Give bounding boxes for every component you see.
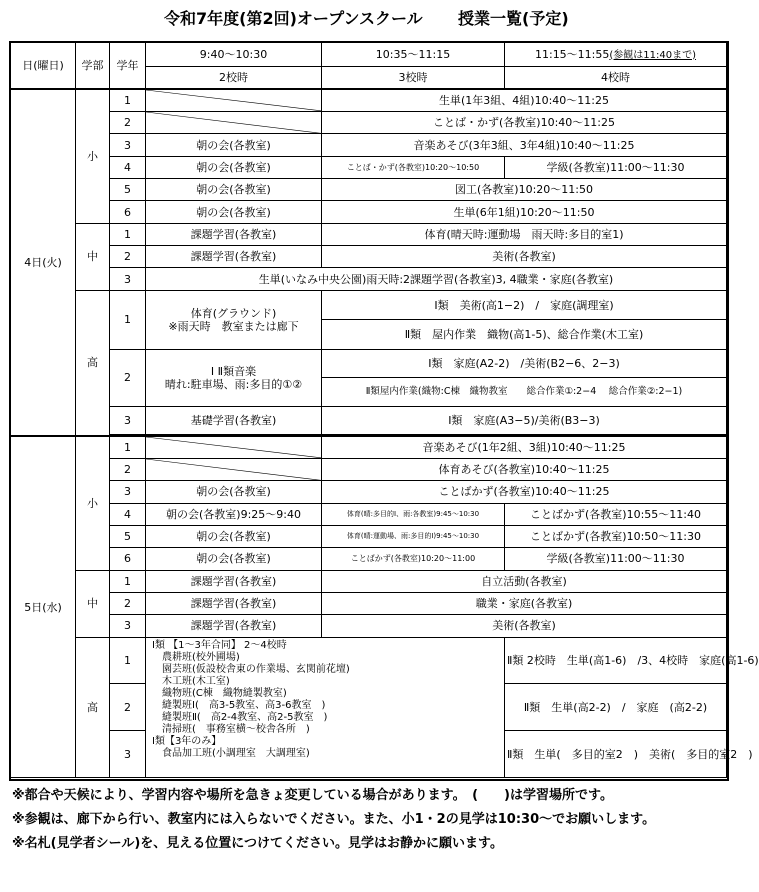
empty-slot-diagonal [146,458,322,480]
grade-cell: 5 [110,179,146,201]
table-row [11,268,727,290]
class-cell: 課題学習(各教室) [146,570,322,592]
table-row [11,570,727,592]
class-line: ※雨天時 教室または廊下 [168,319,299,333]
class-cell: Ⅱ類 生単(高2-2) / 家庭 (高2-2) [505,684,727,731]
grade-cell: 2 [110,458,146,480]
table-row [11,592,727,614]
day2-chu-label: 中 [76,570,110,637]
class-cell: ことば・かず(各教室)10:20〜10:50 [322,156,505,178]
table-row [11,548,727,570]
class-cell: ことばかず(各教室)10:50〜11:30 [505,525,727,547]
class-cell: 美術(各教室) [322,246,727,268]
header-dept: 学部 [76,43,110,90]
note-line: ※名札(見学者シール)を、見える位置につけてください。見学はお静かに願います。 [12,836,503,851]
table-row [11,156,727,178]
table-row [11,349,727,377]
header-p3-label: 3校時 [322,67,505,89]
class-cell [146,290,322,349]
class-cell: 音楽あそび(1年2組、3組)10:40〜11:25 [322,436,727,458]
table-row [11,458,727,480]
grade-cell: 6 [110,201,146,223]
header-day: 日(曜日) [11,43,76,90]
list-item: Ⅰ類【3年のみ】 [152,735,222,747]
class-cell: 課題学習(各教室) [146,246,322,268]
class-cell: 朝の会(各教室) [146,201,322,223]
class-cell: 課題学習(各教室) [146,223,322,245]
class-cell: 体育(晴:多目的Ⅰ、雨:各教室)9:45〜10:30 [322,503,505,525]
empty-slot-diagonal [146,112,322,134]
class-cell: 朝の会(各教室) [146,156,322,178]
grade-cell: 2 [110,592,146,614]
table-row [11,503,727,525]
grade-cell: 3 [110,268,146,290]
grade-cell: 3 [110,481,146,503]
table-row [11,134,727,156]
grade-cell: 3 [110,406,146,434]
class-cell: 学級(各教室)11:00〜11:30 [505,548,727,570]
grade-cell: 3 [110,134,146,156]
task-group-list [146,637,505,777]
empty-slot-diagonal [146,89,322,111]
class-cell: Ⅰ類 家庭(A2-2) /美術(B2−6、2−3) [322,349,727,377]
class-cell: 生単(いなみ中央公園)雨天時:2課題学習(各教室)3, 4職業・家庭(各教室) [146,268,727,290]
table-row [11,525,727,547]
header-p4-time [505,43,727,67]
header-row [11,43,727,67]
class-cell: Ⅰ類 美術(高1−2) / 家庭(調理室) [322,290,727,319]
list-item: 縫製班Ⅱ( 高2-4教室、高2-5教室 ) [152,711,328,723]
header-grade: 学年 [110,43,146,90]
p4-time: 11:15〜11:55 [534,47,610,61]
list-item: 織物班(C棟 織物縫製教室) [152,687,287,699]
class-cell: 課題学習(各教室) [146,615,322,637]
class-cell: 朝の会(各教室) [146,548,322,570]
day1-chu-label: 中 [76,223,110,290]
class-cell: 音楽あそび(3年3組、3年4組)10:40〜11:25 [322,134,727,156]
header-p2-label: 2校時 [146,67,322,89]
header-p2-time: 9:40〜10:30 [146,43,322,67]
list-item: 清掃班( 事務室横〜校舎各所 ) [152,723,310,735]
class-cell: Ⅰ類 家庭(A3−5)/美術(B3−3) [322,406,727,434]
list-item: 縫製班Ⅰ( 高3-5教室、高3-6教室 ) [152,699,326,711]
grade-cell: 3 [110,615,146,637]
list-item: 食品加工班(小調理室 大調理室) [152,747,310,759]
table-row [11,223,727,245]
day1-label: 4日(火) [11,89,76,436]
grade-cell: 2 [110,684,146,731]
table-row [11,246,727,268]
note-line: ※都合や天候により、学習内容や場所を急きょ変更している場合があります。 ( )は学習場所です。 [12,788,613,803]
class-line: 晴れ:駐車場、雨:多目的①② [164,377,303,391]
class-cell: 朝の会(各教室) [146,179,322,201]
day2-sho-label: 小 [76,436,110,570]
p4-note: (参観は11:40まで) [609,49,697,61]
class-cell: 自立活動(各教室) [322,570,727,592]
table-row [11,615,727,637]
class-cell: Ⅱ類 2校時 生単(高1-6) /3、4校時 家庭(高1-6) [505,637,727,684]
class-cell: 課題学習(各教室) [146,592,322,614]
class-cell: 図工(各教室)10:20〜11:50 [322,179,727,201]
grade-cell: 2 [110,112,146,134]
class-cell: ことばかず(各教室)10:20〜11:00 [322,548,505,570]
header-p3-time: 10:35〜11:15 [322,43,505,67]
list-item: Ⅰ類 【1〜3年合同】 2〜4校時 [152,639,287,651]
table-row [11,290,727,319]
grade-cell: 6 [110,548,146,570]
empty-slot-diagonal [146,436,322,458]
grade-cell: 4 [110,156,146,178]
class-cell: ことばかず(各教室)10:55〜11:40 [505,503,727,525]
table-row [11,406,727,434]
grade-cell: 1 [110,89,146,111]
grade-cell: 3 [110,731,146,778]
notes [12,784,742,856]
class-cell: 朝の会(各教室) [146,134,322,156]
header-p4-label: 4校時 [505,67,727,89]
grade-cell: 5 [110,525,146,547]
table-row [11,481,727,503]
grade-cell: 1 [110,290,146,349]
note-line: ※参観は、廊下から行い、教室内には入らないでください。また、小1・2の見学は10:30〜でお願いします。 [12,812,656,827]
list-item: 園芸班(仮設校舎東の作業場、玄関前花壇) [152,663,350,675]
class-cell: ことば・かず(各教室)10:40〜11:25 [322,112,727,134]
grade-cell: 2 [110,349,146,406]
grade-cell: 1 [110,637,146,684]
class-cell: 基礎学習(各教室) [146,406,322,434]
class-cell: 朝の会(各教室) [146,525,322,547]
class-cell: 生単(1年3組、4組)10:40〜11:25 [322,89,727,111]
title-main: 令和7年度(第2回)オープンスクール [164,9,423,28]
class-cell: 体育あそび(各教室)10:40〜11:25 [322,458,727,480]
class-cell: 体育(晴天時:運動場 雨天時:多目的室1) [322,223,727,245]
day1-sho-label: 小 [76,89,110,223]
schedule-table [10,42,759,778]
class-cell: 朝の会(各教室)9:25〜9:40 [146,503,322,525]
table-row [11,89,727,111]
class-cell: 職業・家庭(各教室) [322,592,727,614]
class-cell: 学級(各教室)11:00〜11:30 [505,156,727,178]
grade-cell: 2 [110,246,146,268]
class-line: 体育(グラウンド) [190,306,277,320]
day2-ko-label: 高 [76,637,110,777]
table-row [11,201,727,223]
grade-cell: 1 [110,570,146,592]
grade-cell: 4 [110,503,146,525]
list-item: 農耕班(校外圃場) [152,651,240,663]
title-sub: 授業一覧(予定) [458,9,569,28]
table-row [11,637,727,684]
class-cell: Ⅱ類 生単( 多目的室2 ) 美術( 多目的室2 ) [505,731,727,778]
page-title [0,6,752,32]
class-cell: 朝の会(各教室) [146,481,322,503]
table-row [11,179,727,201]
class-cell: ことばかず(各教室)10:40〜11:25 [322,481,727,503]
class-cell [146,349,322,406]
list-item: 木工班(木工室) [152,675,230,687]
day2-label: 5日(水) [11,436,76,777]
table-row [11,112,727,134]
table-row [11,436,727,458]
class-cell: Ⅱ類屋内作業(織物:C棟 織物教室 総合作業①:2−4 総合作業②:2−1) [322,378,727,406]
grade-cell: 1 [110,223,146,245]
class-cell: 体育(晴:運動場、雨:多目的Ⅰ)9:45〜10:30 [322,525,505,547]
day1-ko-label: 高 [76,290,110,436]
grade-cell: 1 [110,436,146,458]
class-line: Ⅰ Ⅱ類音楽 [210,364,257,378]
class-cell: 美術(各教室) [322,615,727,637]
class-cell: Ⅱ類 屋内作業 織物(高1-5)、総合作業(木工室) [322,320,727,349]
class-cell: 生単(6年1組)10:20〜11:50 [322,201,727,223]
